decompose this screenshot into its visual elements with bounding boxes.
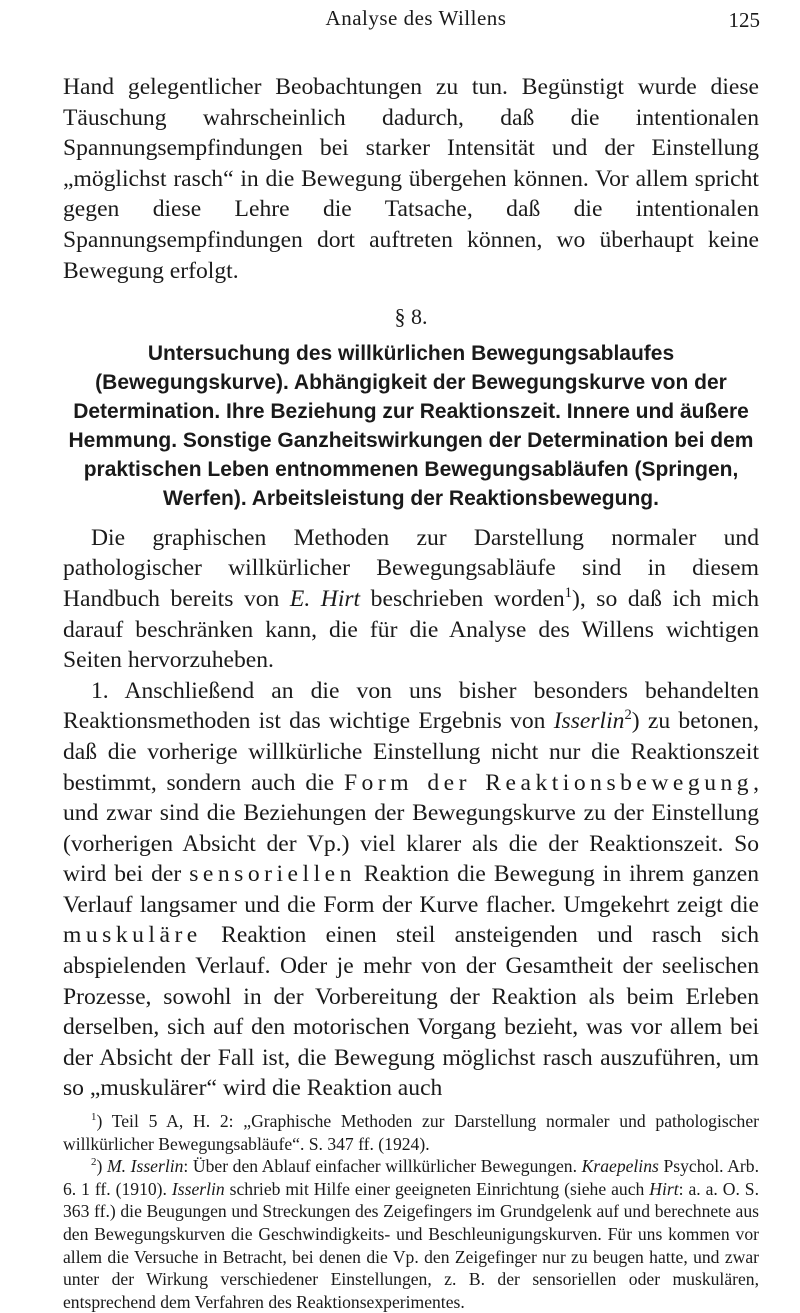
page-number: 125 bbox=[728, 8, 760, 32]
text-run: ), so daß ich mich darauf beschränken kann, die für die Analyse des Willens wichtigen Seiten hervorzuheben. bbox=[63, 585, 759, 674]
text-run: 1. Anschließend an die von uns bisher besonders behandelten Reaktionsmethoden ist das wichtige Ergebnis von bbox=[63, 677, 759, 735]
footnote-text: : a. a. O. S. 363 ff.) die Beugungen und Streckungen des Zeigefingers im Grundgelenk auf und berechnete aus den Bewegungskurven die Geschwindigkeits- und Beschleunigungskurven. Für uns kommen vor allem die Versuche in Betracht, bei denen die Vp. den Zeigefinger nur zu beugen hatte, und zwar unter der Wirkung verschiedener Einstellungen, z. B. der sensoriellen oder muskulären, entsprechend dem Verfahren des Reaktionsexperimentes. bbox=[63, 1178, 759, 1312]
emphasis-spaced: Form der Reaktionsbewegung bbox=[343, 769, 754, 796]
footnote-ref: 2 bbox=[624, 707, 632, 724]
footnote-text: ) Teil 5 A, H. 2: „Graphische Methoden zur Darstellung normaler und pathologischer willkürlicher Bewegungsabläufe“. S. 347 ff. (1924). bbox=[63, 1111, 759, 1154]
section-heading: Untersuchung des willkürlichen Bewegungsablaufes (Bewegungskurve). Abhängigkeit der Bewegungskurve von der Determination. Ihre Beziehung zur Reaktionszeit. Innere und äußere Hemmung. Sonstige Ganzheitswirkungen der Determination bei dem praktischen Leben entnommenen Bewegungsabläufen (Springen, Werfen). Arbeitsleistung der Reaktionsbewegung. bbox=[68, 341, 754, 510]
footnote-text: Psychol. Arb. 6. 1 ff. (1910). bbox=[63, 1156, 759, 1199]
footnote-2: $^2$) M. Isserlin: Über den Ablauf einfacher willkürlicher Bewegungen. Kraepelins Psychol. Arb. 6. 1 ff. (1910). Isserlin schrieb mit Hilfe einer geeigneten Einrichtung (siehe auch Hirt: a. a. O. S. 363 ff.) die Beugungen und Streckungen des Zeigefingers im Grundgelenk auf und berechnete aus den Bewegungskurven die Geschwindigkeits- und Beschleunigungskurven. Für uns kommen vor allem die Versuche in Betracht, bei denen die Vp. den Zeigefinger nur zu beugen hatte, und zwar unter der Wirkung verschiedener Einstellungen, z. B. der sensoriellen oder muskulären, entsprechend dem Verfahren des Reaktionsexperimentes. bbox=[63, 1156, 759, 1312]
journal-name: Kraepelins bbox=[581, 1156, 659, 1177]
footnote-text: : Über den Ablauf einfacher willkürlicher Bewegungen. bbox=[183, 1156, 582, 1177]
text-run: Reaktion die Bewegung in ihrem ganzen Verlauf langsamer und die Form der Kurve flacher. Umgekehrt zeigt die bbox=[63, 861, 759, 918]
author-name: Isserlin bbox=[171, 1178, 225, 1199]
text-run: beschrieben worden bbox=[360, 585, 565, 612]
text-run: Die graphischen Methoden zur Darstellung normaler und pathologischer willkürlicher Bewegungsabläufe sind in diesem Handbuch bereits von bbox=[63, 524, 759, 612]
emphasis-spaced: muskuläre bbox=[63, 922, 202, 949]
paragraph-point-1 bbox=[63, 676, 759, 1104]
text-run: Reaktion einen steil ansteigenden und rasch sich abspielenden Verlauf. Oder je mehr von der Gesamtheit der seelischen Prozesse, sowohl in der Vorbereitung der Reaktion als beim Erleben derselben, sich auf den motorischen Vorgang bezieht, was vor allem bei der Absicht der Fall ist, die Bewegung möglichst rasch auszuführen, um so „muskulärer“ wird die Reaktion auch bbox=[63, 922, 759, 1102]
emphasis-spaced: sensoriellen bbox=[189, 861, 356, 888]
running-header: Analyse des Willens bbox=[325, 6, 507, 30]
section-number: § 8. bbox=[394, 304, 428, 330]
footnote-ref: 1 bbox=[564, 585, 572, 602]
page-body bbox=[63, 72, 759, 1313]
paragraph-methods bbox=[63, 523, 759, 676]
author-name: Isserlin bbox=[553, 708, 625, 735]
footnote-number: 1 bbox=[91, 1111, 97, 1124]
footnote-text: schrieb mit Hilfe einer geeigneten Einrichtung (siehe auch bbox=[224, 1178, 650, 1199]
text-run: , und zwar sind die Beziehungen der Bewegungskurve zu der Einstellung (vorherigen Absicht der Vp.) viel klarer als die der Reaktionszeit. So wird bei der bbox=[63, 769, 760, 888]
footnotes bbox=[63, 1110, 759, 1313]
paragraph-continuation: Hand gelegentlicher Beobachtungen zu tun. Begünstigt wurde diese Täuschung wahrscheinlich dadurch, daß die intentionalen Spannungsempfindungen bei starker Intensität und der Einstellung „möglichst rasch“ in die Bewegung übergehen können. Vor allem spricht gegen diese Lehre die Tatsache, daß die intentionalen Spannungsempfindungen dort auftreten können, wo überhaupt keine Bewegung erfolgt. bbox=[63, 74, 759, 284]
footnote-1 bbox=[63, 1110, 759, 1155]
footnote-number: 2 bbox=[91, 1156, 97, 1169]
text-run: ) zu betonen, daß die vorherige willkürliche Einstellung nicht nur die Reaktionszeit bestimmt, sondern auch die bbox=[63, 708, 759, 796]
author-name: Hirt bbox=[649, 1178, 679, 1199]
author-name: E. Hirt bbox=[289, 585, 361, 612]
author-name: M. Isserlin bbox=[106, 1156, 184, 1177]
